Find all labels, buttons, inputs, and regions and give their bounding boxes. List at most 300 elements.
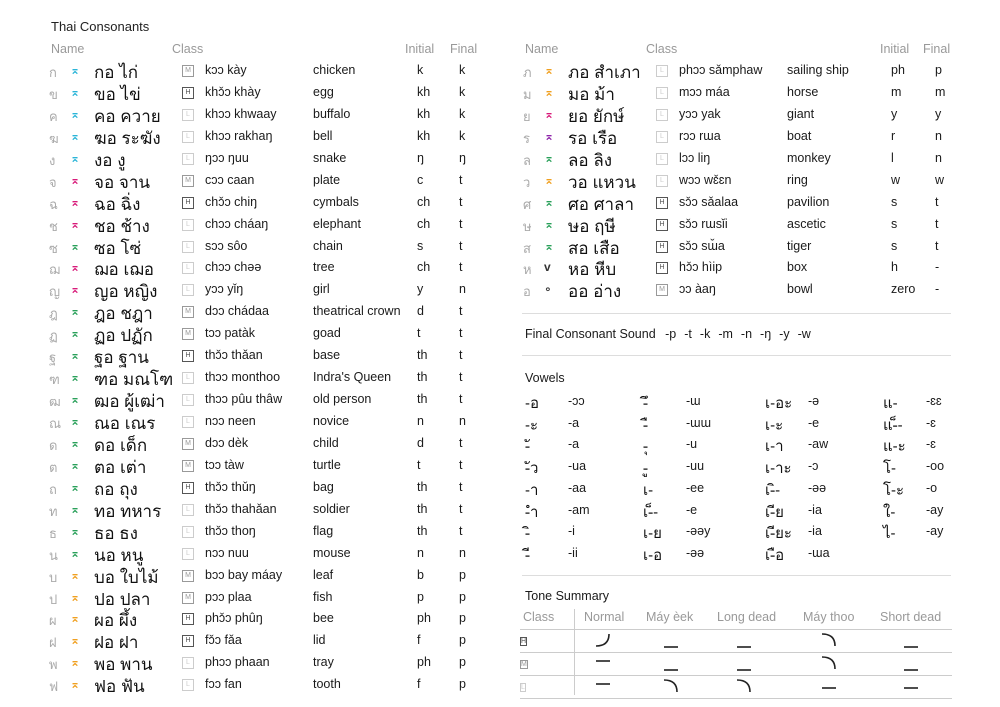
class-symbol-icon: ⌅ [544,238,555,253]
initial-sound: ph [891,63,905,77]
class-badge-icon: M [656,284,668,296]
consonant-letter: ภ [523,65,532,80]
vowel-thai: -ำ [525,503,539,521]
consonant-row [522,148,952,170]
vowel-roman: -ə [808,394,820,408]
vowel-roman: -uu [686,459,705,474]
vowels-title: Vowels [525,371,565,385]
vowel-roman: -aw [808,437,829,452]
meaning: elephant [313,216,361,231]
consonant-name: ลอ ลิง [568,150,613,170]
meaning: egg [313,84,334,99]
final-sound: t [459,435,463,450]
consonant-name: บอ ใบไม้ [94,567,159,587]
final-sound: - [935,282,940,297]
romanization: dɔɔ dèk [205,435,249,450]
class-badge-icon: H [182,197,194,209]
meaning: bee [313,611,334,626]
initial-sound: n [417,545,424,560]
initial-sound: s [891,194,898,209]
consonant-letter: บ [49,569,58,585]
consonant-name: ถอ ถุง [94,479,138,499]
romanization: sɔ̌ɔ sɯ̌a [679,238,725,253]
class-badge-icon: M [182,175,194,187]
final-sound: t [459,304,463,319]
initial-sound: r [891,128,896,143]
vowel-thai: เ-ะ [765,416,784,434]
class-symbol-icon: ⌅ [70,84,81,99]
class-symbol-icon: ⌅ [70,545,81,560]
class-symbol-icon: ⌅ [70,260,81,275]
vowel-roman: -ia [808,502,822,517]
meaning: child [313,435,339,450]
class-badge-icon: L [656,65,668,77]
consonant-row [48,214,488,236]
meaning: flag [313,523,334,538]
romanization: sɔ̌ɔ sǎalaa [679,194,739,209]
meaning: chain [313,238,343,253]
consonant-row [48,126,488,148]
consonant-row [48,499,488,521]
final-consonant-sound [525,327,827,341]
class-badge-icon: L [182,394,194,406]
romanization: mɔɔ máa [679,84,730,99]
consonant-letter: ร [523,130,530,146]
consonant-letter: ล [523,152,531,168]
class-badge-icon: L [182,219,194,231]
class-symbol-icon: ⌅ [70,589,81,604]
vowel-roman: -am [568,502,590,517]
romanization: kɔɔ kày [205,63,247,77]
meaning: leaf [313,567,334,582]
consonant-name: ญอ หญิง [94,282,158,302]
class-symbol-icon: ⌅ [544,216,555,231]
class-badge-icon: M [182,592,194,604]
class-symbol-icon: ⌅ [544,84,555,99]
initial-sound: k [417,63,424,77]
class-symbol-icon: ⌅ [70,523,81,538]
consonant-name: นอ หนู [94,545,144,565]
romanization: thɔ̌ɔ thoŋ [205,523,256,538]
romanization: phɔ̌ɔ phûŋ [205,611,263,626]
header-name: Name [51,42,85,56]
meaning: goad [313,326,341,341]
consonant-table-left [48,40,488,696]
consonant-name: ณอ เณร [94,414,156,433]
meaning: lid [313,633,326,648]
romanization: sɔɔ sôo [205,238,248,253]
class-badge-icon: M [182,570,194,582]
class-symbol-icon: ⌅ [70,501,81,516]
romanization: hɔ̌ɔ hìip [679,260,723,275]
consonant-row [522,104,952,126]
tone-header-long-dead: Long dead [717,610,777,624]
class-symbol-icon: ⌅ [70,479,81,494]
vowel-thai: เ-อะ [765,395,793,412]
table-header [522,40,952,60]
consonant-letter: ฏ [49,328,58,344]
romanization: khɔɔ rakhaŋ [205,128,273,143]
consonant-name: ทอ ทหาร [94,501,162,521]
final-sound: t [935,216,939,231]
meaning: bowl [787,282,813,297]
romanization: tɔɔ tàw [205,457,244,472]
consonant-row [48,630,488,652]
consonant-name: ภอ สำเภา [568,63,641,82]
vowel-thai: เ- [643,481,654,499]
meaning: mouse [313,545,351,560]
consonant-letter: ว [523,174,531,190]
consonant-table-right [522,40,952,301]
consonant-row [48,565,488,587]
consonant-letter: ฟ [49,679,59,695]
consonant-row [48,257,488,279]
vowel-thai: ไ- [883,525,896,543]
consonant-name: ษอ ฤษี [568,216,616,236]
romanization: thɔɔ pûu thâw [205,392,283,407]
romanization: sɔ̌ɔ rɯsǐi [679,216,728,231]
tone-falling-icon [822,634,835,646]
final-sound: n [935,150,942,165]
final-sound: p [459,589,466,604]
vowel-thai: -อ [525,395,540,412]
header-name: Name [525,42,559,56]
initial-sound: th [417,501,428,516]
consonant-name: ฉอ ฉิ่ง [94,194,141,214]
meaning: fish [313,589,333,604]
vowel-thai: แ- [883,395,898,412]
class-badge-icon: L [182,504,194,516]
vowel-thai: เ-ียะ [765,525,792,543]
consonant-row [48,323,488,345]
header-final: Final [923,42,951,56]
vowel-thai: เ-ย [643,525,662,543]
class-badge-icon: L [182,416,194,428]
consonant-letter: ฉ [49,196,58,212]
initial-sound: ch [417,216,431,231]
final-sound: t [459,457,463,472]
consonant-letter: ธ [49,525,57,541]
class-badge-icon: L [182,548,194,560]
initial-sound: ph [417,611,431,626]
class-symbol-icon: ⌅ [70,282,81,297]
class-badge-icon: L [182,131,194,143]
class-symbol-icon: ⌅ [544,150,555,165]
vowel-thai: เ-ือ [765,546,785,564]
consonant-rows [522,60,952,301]
vowel-thai: -ี [525,546,530,564]
class-badge-icon: H [182,482,194,494]
class-badge-icon: H [182,350,194,362]
initial-sound: th [417,348,428,363]
class-symbol-icon: ⌅ [70,370,81,385]
tone-header-may-eek: Máy èek [646,610,694,624]
vowel-roman: -i [568,524,575,539]
class-symbol-icon: ⌅ [70,150,81,165]
final-sound: k [459,84,466,99]
initial-sound: ch [417,194,431,209]
consonant-name: ธอ ธง [94,523,138,543]
class-badge-icon: L [182,679,194,691]
consonant-row [522,279,952,301]
final-sound: ŋ [459,150,466,165]
class-badge-icon: L [656,131,668,143]
consonant-row [522,192,952,214]
class-symbol-icon: ⌅ [70,633,81,648]
consonant-row [48,192,488,214]
class-symbol-icon: ⌅ [70,457,81,472]
class-symbol-icon: ⌅ [70,611,81,626]
class-symbol-icon: ∘ [544,282,552,297]
romanization: chɔɔ chəə [205,260,262,275]
consonant-name: ขอ ไข่ [94,84,141,104]
class-badge-icon: M [182,328,194,340]
final-sound: m [935,84,946,99]
romanization: fɔɔ fan [205,677,242,692]
consonant-letter: ฆ [49,130,59,146]
final-sound: t [459,238,463,253]
consonant-letter: ฝ [49,635,57,651]
consonant-name: ฐอ ฐาน [94,348,149,368]
class-badge-icon: H [656,197,668,209]
initial-sound: th [417,370,428,385]
class-badge-icon: H [521,638,527,645]
consonant-letter: ษ [523,218,532,234]
final-sound: p [459,567,466,582]
tone-row [520,653,952,676]
consonant-row [522,257,952,279]
vowel-roman: -ia [808,524,822,539]
class-badge-icon: L [182,241,194,253]
class-badge-icon: H [656,262,668,274]
tone-row [520,630,952,653]
vowel-roman: -əəy [686,524,711,539]
class-badge-icon: L [182,372,194,384]
vowel-thai: เ-็- [643,503,659,521]
meaning: Indra's Queen [313,370,392,385]
consonant-name: งอ งู [94,150,126,170]
vowel-roman: -a [568,415,580,430]
consonant-letter: ฒ [49,394,61,410]
class-badge-icon: H [182,635,194,647]
final-sound: t [935,238,939,253]
meaning: tiger [787,238,812,253]
consonant-letter: ซ [49,240,58,256]
vowel-roman: -a [568,437,580,452]
consonant-row [48,236,488,258]
final-sound-item: -m [718,327,733,341]
class-symbol-icon: ⌅ [70,392,81,407]
consonant-row [522,236,952,258]
final-sound: t [459,194,463,209]
romanization: khɔɔ khwaay [205,106,277,121]
initial-sound: th [417,523,428,538]
class-symbol-icon: ⌅ [544,106,555,121]
consonant-name: คอ ควาย [94,106,161,126]
consonant-row [48,60,488,82]
vowel-roman: -əə [686,545,705,560]
consonant-letter: ห [523,262,532,278]
consonant-name: ชอ ช้าง [94,216,150,236]
consonant-row [48,543,488,565]
consonant-name: ฆอ ระฆัง [94,128,161,148]
header-initial: Initial [880,42,910,56]
romanization: cɔɔ caan [205,172,255,187]
class-badge-icon: M [182,306,194,318]
consonant-letter: ญ [49,284,61,300]
romanization: tɔɔ patàk [205,326,256,341]
tone-falling-icon [737,680,750,692]
consonant-letter: ท [49,503,58,519]
consonant-name: ดอ เด็ก [94,435,148,455]
meaning: pavilion [787,194,830,209]
consonant-name: กอ ไก่ [94,63,139,82]
final-sound: p [935,63,942,77]
class-symbol-icon: ⌅ [70,414,81,428]
class-badge-icon: L [656,175,668,187]
consonant-letter: ฌ [49,262,61,278]
initial-sound: ph [417,655,431,670]
consonant-row [48,652,488,674]
class-symbol-icon: ⌅ [70,216,81,231]
header-class: Class [172,42,204,56]
romanization: wɔɔ wɛ̌ɛn [679,172,732,187]
vowel-thai: -ะ [525,416,539,434]
vowel-roman: -aa [568,480,587,495]
consonant-name: ฑอ มณโฑ [94,370,174,390]
initial-sound: s [891,238,898,253]
romanization: nɔɔ nuu [205,545,249,560]
vowel-thai: -ู [643,460,648,478]
page-title: Thai Consonants [51,19,150,34]
consonant-letter: ฎ [49,306,58,322]
romanization: thɔɔ monthoo [205,370,281,385]
class-badge-icon: L [182,657,194,669]
meaning: ring [787,172,808,187]
tone-header-class: Class [523,610,555,624]
consonant-letter: น [49,547,58,563]
tone-divider [574,609,575,695]
class-symbol-icon: ⌅ [70,655,81,670]
meaning: tree [313,260,335,275]
consonant-letter: พ [49,657,58,673]
initial-sound: kh [417,128,431,143]
consonant-row [48,674,488,696]
consonant-name: ฏอ ปฏัก [94,326,153,346]
final-sound: t [459,216,463,231]
class-symbol-icon: ⌅ [70,304,81,319]
consonant-row [48,587,488,609]
consonant-name: ซอ โซ่ [94,238,142,258]
tone-contours [520,653,952,675]
vowel-roman: -ɛ [926,415,936,430]
initial-sound: t [417,457,421,472]
vowel-thai: เ-าะ [765,460,792,478]
consonant-row [48,301,488,323]
meaning: buffalo [313,106,351,121]
initial-sound: zero [891,282,916,297]
meaning: sailing ship [787,63,849,77]
final-sound: t [935,194,939,209]
meaning: base [313,348,341,363]
meaning: monkey [787,150,831,165]
class-badge-icon: L [182,109,194,121]
class-badge-icon: L [656,87,668,99]
consonant-row [522,60,952,82]
consonant-name: มอ ม้า [568,84,615,104]
vowel-roman: -ɔ [808,459,819,474]
consonant-letter: ข [49,86,58,102]
class-badge-icon: L [656,153,668,165]
vowel-thai: เ-อ [643,546,663,564]
vowel-thai: -ัว [525,460,539,478]
consonant-letter: ณ [49,416,62,431]
romanization: yɔɔ yak [679,106,721,121]
vowel-roman: -əə [808,480,827,495]
final-sound-item: -k [699,327,711,341]
meaning: girl [313,282,330,297]
final-sound: t [459,370,463,385]
consonant-name: ผอ ผึ้ง [94,611,138,631]
class-badge-icon: L [521,684,525,691]
meaning: theatrical crown [313,304,401,319]
final-sound: t [459,479,463,494]
consonant-letter: จ [49,174,57,190]
initial-sound: y [891,106,898,121]
initial-sound: d [417,304,424,319]
consonant-name: จอ จาน [94,172,151,192]
romanization: thɔ̌ɔ thahǎan [205,501,277,516]
vowel-thai: แ-็- [883,416,903,434]
class-symbol-icon: ⌅ [70,435,81,450]
consonant-letter: ด [49,437,58,453]
romanization: dɔɔ chádaa [205,304,269,319]
initial-sound: th [417,392,428,407]
romanization: lɔɔ liŋ [679,150,711,165]
vowel-thai: -า [525,481,539,499]
consonant-row [48,148,488,170]
class-symbol-icon: ⌅ [544,194,555,209]
consonant-letter: ผ [49,613,57,629]
initial-sound: w [891,172,901,187]
consonant-letter: ป [49,591,58,607]
vowel-roman: -ay [926,502,944,517]
class-symbol-icon: ⌅ [544,128,555,143]
initial-sound: l [891,150,894,165]
consonant-letter: ศ [523,196,532,212]
consonant-letter: ง [49,152,56,168]
final-sound-list [665,327,819,341]
class-badge-icon: L [182,262,194,274]
meaning: tray [313,655,334,670]
meaning: soldier [313,501,350,516]
class-symbol-icon: ⌅ [70,326,81,341]
consonant-row [48,608,488,630]
meaning: snake [313,150,347,165]
initial-sound: t [417,326,421,341]
initial-sound: d [417,435,424,450]
vowel-roman: -ay [926,524,944,539]
romanization: rɔɔ rɯa [679,128,721,143]
consonant-row [48,455,488,477]
class-badge-icon: M [182,438,194,450]
vowel-roman: -oo [926,459,945,474]
vowel-roman: -ɛ [926,437,936,452]
final-sound: t [459,392,463,407]
class-symbol-icon: ⌅ [544,172,555,187]
class-symbol-icon: ⌅ [70,194,81,209]
vowel-thai: เ-ีย [765,503,784,521]
